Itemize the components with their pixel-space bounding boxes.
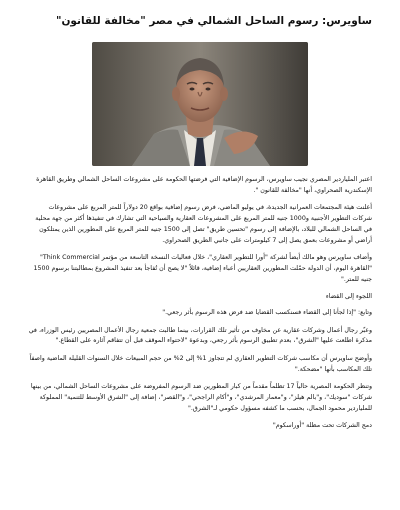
article-paragraph-1: اعتبر الملياردير المصري نجيب ساويرس، الرسوم الإضافية التي فرضتها الحكومة على مشروعات الساحل الشمالي وطريق القاهرة الإسكندرية الصحراوي، أنها "مخالفة للقانون ".	[36, 176, 372, 194]
article-paragraph-2: أعلنت هيئة المجتمعات العمرانية الجديدة، في يوليو الماضي، فرض رسوم إضافية بواقع 20 دولاراً للمتر المربع على مشروعات شركات التطوير الأجنبية و1000 جنيه للمتر المربع على المشروعات العقارية والسياحية التي تشارك في تنفيذها أكثر من جهة محلية في الساحل الشمالي للبلاد، بالإضافة إلى رسوم "تحسين طريق" تصل إلى 1500 جنيه للمتر المربع على المطورين الذين يمتلكون أراضي أو مشروعات بعمق يصل إلى 7 كيلومترات على جانبي الطريق الصحراوي.	[35, 204, 372, 244]
article-paragraph-6: وأوضح ساويرس أن مكاسب شركات التطوير العقاري لم تتجاوز 1% إلى 2% من حجم المبيعات خلال السنوات القليلة الماضية واصفاً تلك المكاسب بأنها "مضحكة."	[29, 354, 372, 373]
article-body	[28, 175, 372, 437]
article-paragraph-5: وعبّر رجال أعمال وشركات عقارية عن مخاوف من تأثير تلك القرارات، بينما طالبت جمعية رجال الأعمال المصريين رئيس الوزراء، في مذكرة اطلعت عليها "الشرق"، بعدم تطبيق الرسوم بأثر رجعي، وبدعوة "لاحتواء الموقف قبل أن تتفاقم آثاره على القطاع."	[28, 326, 372, 345]
article-paragraph-7: وتنظر الحكومة المصرية حالياً 17 تظلماً مقدماً من كبار المطورين ضد الرسوم المفروضة على مشروعات الساحل الشمالي، من بينها شركات "سوديك"، و"بالم هيلز"، و"معمار المرشدي"، و"أكام الراجحي"، و"القصر"، إضافة إلى "الشرق الأوسط للتنمية" المملوكة للملياردير محمود الجمال، بحسب ما كشفه مسؤول حكومي لـ"الشرق."	[30, 383, 372, 412]
article-headline: ساويرس: رسوم الساحل الشمالي في مصر "مخالفة للقانون"	[56, 15, 372, 27]
article-subheading-1: اللجوء إلى القضاء	[325, 292, 372, 300]
article-paragraph-4: وتابع: "إذا لجأنا إلى القضاء فسنكسب القضايا ضد فرض هذه الرسوم بأثر رجعي."	[162, 309, 372, 317]
article-subheading-2: دمج الشركات تحت مظلة "أوراسكوم"	[272, 422, 372, 429]
article-photo	[92, 42, 308, 166]
article-paragraph-3: وأضاف ساويرس وهو مالك أيضاً لشركة "أورا للتطوير العقاري"، خلال فعاليات النسخة التاسعة من مؤتمر Think Commercial" "القاهرة اليوم، أن الدولة حمّلت المطورين العقاريين أعباء إضافية، قائلاً "لا يصح أن تُفاجأ بعد تنفيذ المشروع بمطالبتنا برسوم 1500 جنيه للمتر."	[33, 253, 372, 283]
